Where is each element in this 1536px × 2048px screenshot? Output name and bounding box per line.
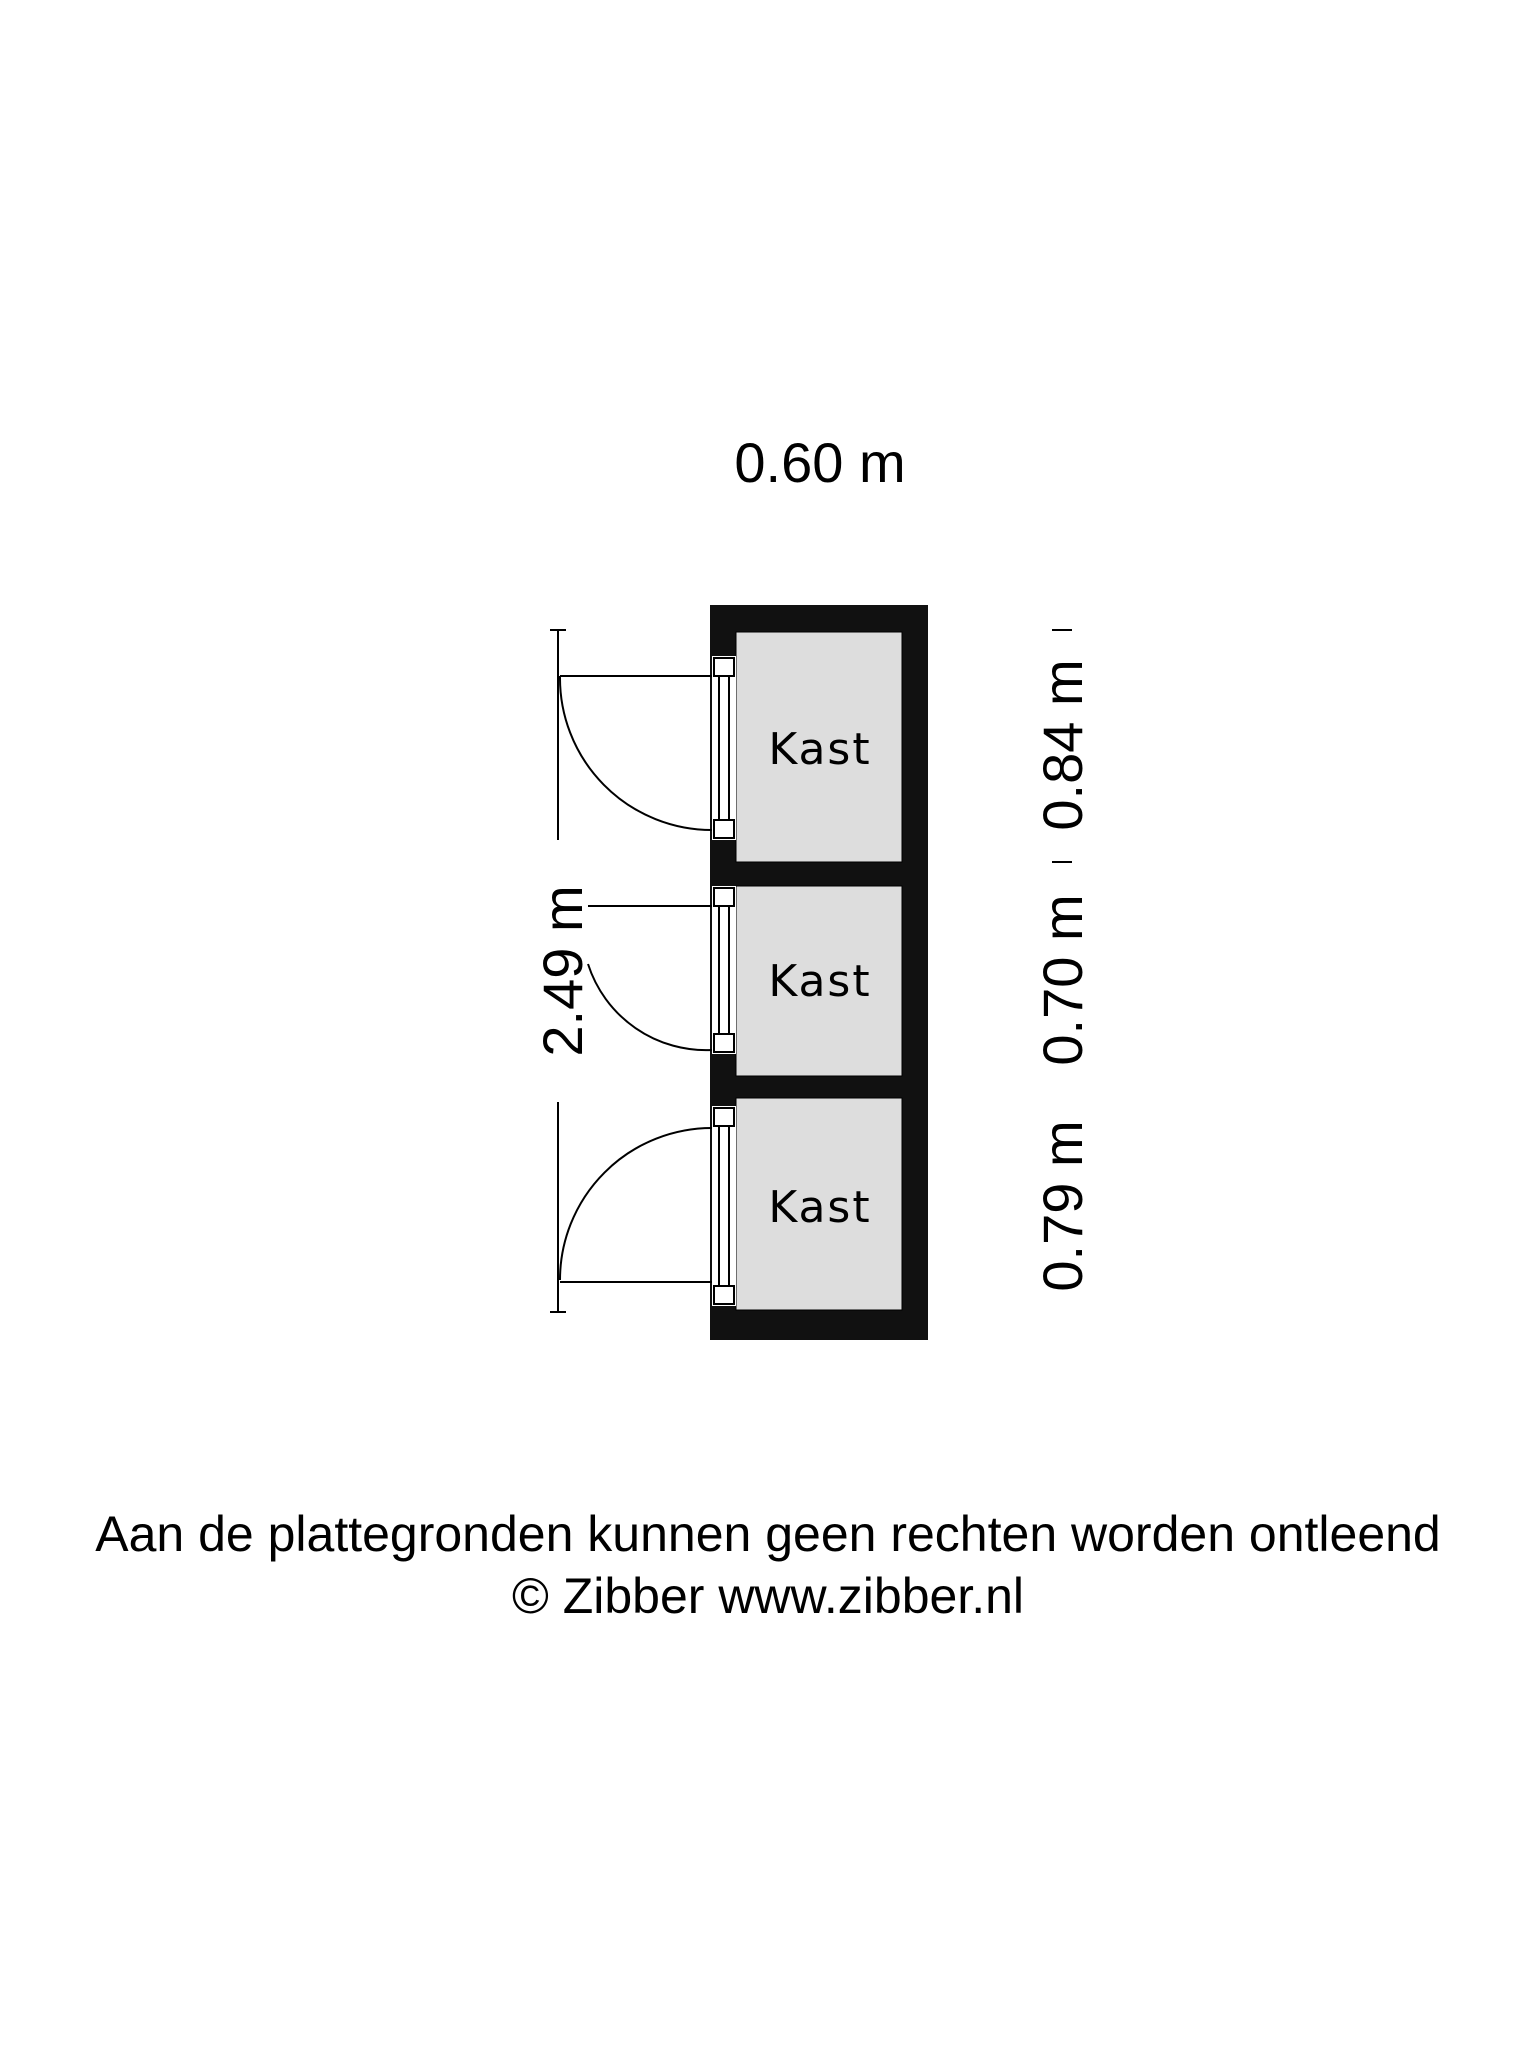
door-swing-middle [588, 906, 712, 1050]
width-dimension-label: 0.60 m [734, 431, 906, 494]
room-bottom-height-label: 0.79 m [1031, 1120, 1094, 1292]
door-swing-top [560, 676, 712, 830]
door-swing-bottom [560, 1128, 712, 1282]
room-middle-height-label: 0.70 m [1031, 894, 1094, 1066]
room-top-height-label: 0.84 m [1031, 659, 1094, 831]
total-height-dimension-label: 2.49 m [531, 885, 594, 1057]
room-label-top: Kast [768, 724, 872, 775]
door-opening-bottom [712, 1106, 736, 1306]
room-label-middle: Kast [768, 956, 872, 1007]
disclaimer-text: Aan de plattegronden kunnen geen rechten worden ontleend [95, 1506, 1441, 1562]
door-opening-top [712, 656, 736, 840]
copyright-text: © Zibber www.zibber.nl [511, 1568, 1025, 1624]
room-label-bottom: Kast [768, 1182, 872, 1233]
door-opening-middle [712, 886, 736, 1054]
